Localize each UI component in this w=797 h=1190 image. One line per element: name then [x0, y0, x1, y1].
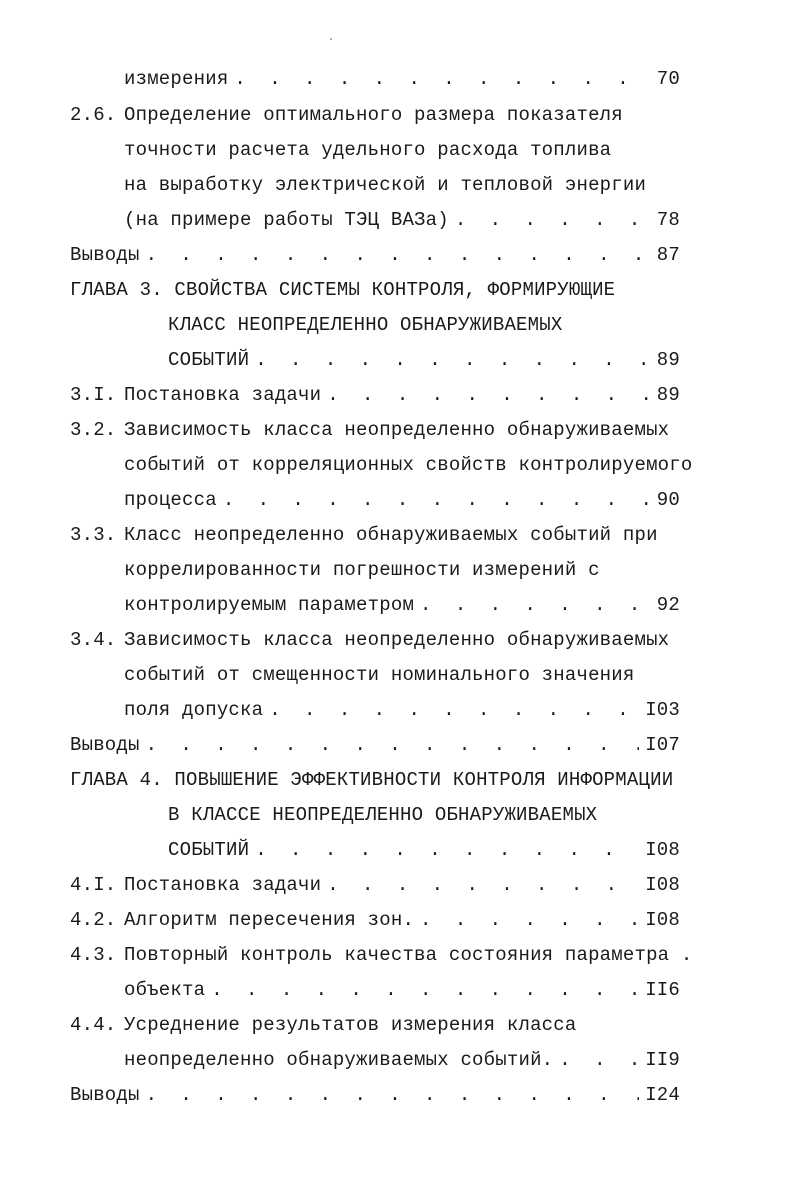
toc-entry	[124, 870, 680, 900]
toc-entry-label: неопределенно обнаруживаемых событий.	[124, 1049, 554, 1071]
chapter-heading: КЛАСС НЕОПРЕДЕЛЕННО ОБНАРУЖИВАЕМЫХ	[168, 314, 563, 336]
scan-speck	[330, 38, 332, 40]
toc-entry-label: объекта	[124, 979, 206, 1001]
toc-section-number: 3.3.	[70, 524, 117, 546]
toc-entry-page: I03	[645, 699, 680, 721]
toc-entry	[124, 590, 680, 620]
toc-entry-page: 92	[656, 594, 680, 616]
toc-entry-page: 89	[656, 384, 680, 406]
toc-entry	[124, 905, 680, 935]
toc-entry-label: Выводы	[70, 1084, 140, 1106]
toc-entry-page: II6	[645, 979, 680, 1001]
toc-entry	[70, 1080, 680, 1110]
toc-entry-text: событий от корреляционных свойств контролируемого	[124, 454, 693, 476]
toc-entry-text: Повторный контроль качества состояния параметра .	[124, 944, 693, 966]
chapter-heading: В КЛАССЕ НЕОПРЕДЕЛЕННО ОБНАРУЖИВАЕМЫХ	[168, 804, 598, 826]
toc-entry-page: 87	[656, 244, 680, 266]
toc-entry-label: поля допуска	[124, 699, 264, 721]
toc-entry-label: измерения	[124, 68, 229, 90]
toc-entry-text: Класс неопределенно обнаруживаемых событий при	[124, 524, 658, 546]
toc-entry	[124, 64, 680, 94]
toc-section-number: 4.I.	[70, 874, 117, 896]
dot-leader	[223, 485, 651, 515]
toc-entry	[70, 240, 680, 270]
dot-leader	[146, 240, 651, 270]
toc-section-number: 3.4.	[70, 629, 117, 651]
dot-leader	[255, 835, 639, 865]
toc-entry	[124, 1045, 680, 1075]
toc-entry-label: Постановка задачи	[124, 874, 322, 896]
toc-entry-label: процесса	[124, 489, 217, 511]
toc-entry-page: 89	[656, 349, 680, 371]
toc-entry-page: 90	[656, 489, 680, 511]
toc-entry-text: коррелированности погрешности измерений с	[124, 559, 600, 581]
toc-section-number: 4.2.	[70, 909, 117, 931]
toc-entry	[124, 205, 680, 235]
toc-section-number: 3.2.	[70, 419, 117, 441]
toc-entry-label: Постановка задачи	[124, 384, 322, 406]
toc-entry-text: Усреднение результатов измерения класса	[124, 1014, 577, 1036]
toc-entry-label: СОБЫТИЙ	[168, 839, 250, 861]
toc-entry-page: 78	[656, 209, 680, 231]
dot-leader	[211, 975, 639, 1005]
toc-entry-label: Выводы	[70, 734, 140, 756]
dot-leader	[455, 205, 651, 235]
toc-entry-text: Зависимость класса неопределенно обнаруживаемых	[124, 629, 670, 651]
toc-entry	[124, 975, 680, 1005]
toc-entry	[168, 835, 680, 865]
toc-entry	[124, 485, 680, 515]
toc-entry	[124, 695, 680, 725]
chapter-heading: ГЛАВА 4. ПОВЫШЕНИЕ ЭФФЕКТИВНОСТИ КОНТРОЛЯ ИНФОРМАЦИИ	[70, 769, 674, 791]
toc-entry-label: контролируемым параметром	[124, 594, 415, 616]
toc-entry-page: I08	[645, 839, 680, 861]
toc-entry	[70, 730, 680, 760]
toc-entry	[124, 380, 680, 410]
dot-leader	[559, 1045, 639, 1075]
toc-entry-page: I07	[645, 734, 680, 756]
toc-entry	[168, 345, 680, 375]
toc-entry-label: (на примере работы ТЭЦ ВАЗа)	[124, 209, 449, 231]
toc-section-number: 4.4.	[70, 1014, 117, 1036]
dot-leader	[327, 870, 639, 900]
dot-leader	[146, 730, 640, 760]
toc-entry-page: II9	[645, 1049, 680, 1071]
dot-leader	[269, 695, 639, 725]
toc-entry-text: событий от смещенности номинального значения	[124, 664, 635, 686]
toc-entry-label: СОБЫТИЙ	[168, 349, 250, 371]
toc-section-number: 4.3.	[70, 944, 117, 966]
toc-entry-label: Алгоритм пересечения зон.	[124, 909, 415, 931]
toc-entry-text: Определение оптимального размера показателя	[124, 104, 623, 126]
dot-leader	[146, 1080, 640, 1110]
toc-entry-text: точности расчета удельного расхода топлива	[124, 139, 612, 161]
toc-entry-page: 70	[656, 68, 680, 90]
dot-leader	[420, 590, 651, 620]
dot-leader	[420, 905, 639, 935]
toc-entry-page: I24	[645, 1084, 680, 1106]
dot-leader	[234, 64, 650, 94]
dot-leader	[255, 345, 651, 375]
toc-entry-text: на выработку электрической и тепловой энергии	[124, 174, 647, 196]
toc-entry-label: Выводы	[70, 244, 140, 266]
toc-entry-text: Зависимость класса неопределенно обнаруживаемых	[124, 419, 670, 441]
dot-leader	[327, 380, 651, 410]
toc-entry-page: I08	[645, 909, 680, 931]
toc-entry-page: I08	[645, 874, 680, 896]
toc-section-number: 3.I.	[70, 384, 117, 406]
chapter-heading: ГЛАВА 3. СВОЙСТВА СИСТЕМЫ КОНТРОЛЯ, ФОРМИРУЮЩИЕ	[70, 279, 616, 301]
toc-section-number: 2.6.	[70, 104, 117, 126]
